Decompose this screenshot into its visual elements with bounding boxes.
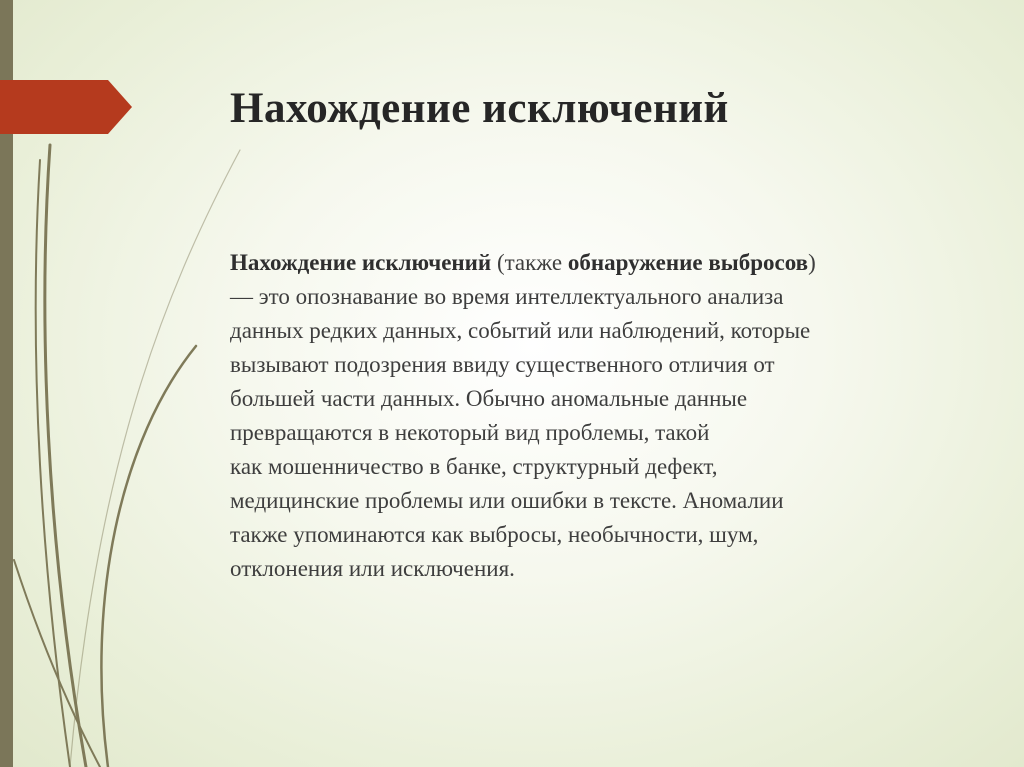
- title-accent-arrow: [0, 80, 135, 134]
- body-line: медицинские проблемы или ошибки в тексте. Аномалии: [230, 488, 784, 513]
- body-line: — это опознавание во время интеллектуального анализа: [230, 284, 784, 309]
- term-main: Нахождение исключений: [230, 250, 492, 275]
- body-line: превращаются в некоторый вид проблемы, такой: [230, 420, 710, 445]
- text-open-paren: (также: [491, 250, 568, 275]
- body-line: отклонения или исключения.: [230, 556, 515, 581]
- slide-title: Нахождение исключений: [230, 85, 729, 132]
- body-line: данных редких данных, событий или наблюдений, которые: [230, 318, 811, 343]
- body-line: большей части данных. Обычно аномальные данные: [230, 386, 748, 411]
- text-close-paren: ): [808, 250, 816, 275]
- body-line: как мошенничество в банке, структурный дефект,: [230, 454, 718, 479]
- body-line: вызывают подозрения ввиду существенного отличия от: [230, 352, 775, 377]
- slide-body-text: [230, 246, 990, 586]
- body-line: также упоминаются как выбросы, необычности, шум,: [230, 522, 759, 547]
- term-alt: обнаружение выбросов: [567, 250, 809, 275]
